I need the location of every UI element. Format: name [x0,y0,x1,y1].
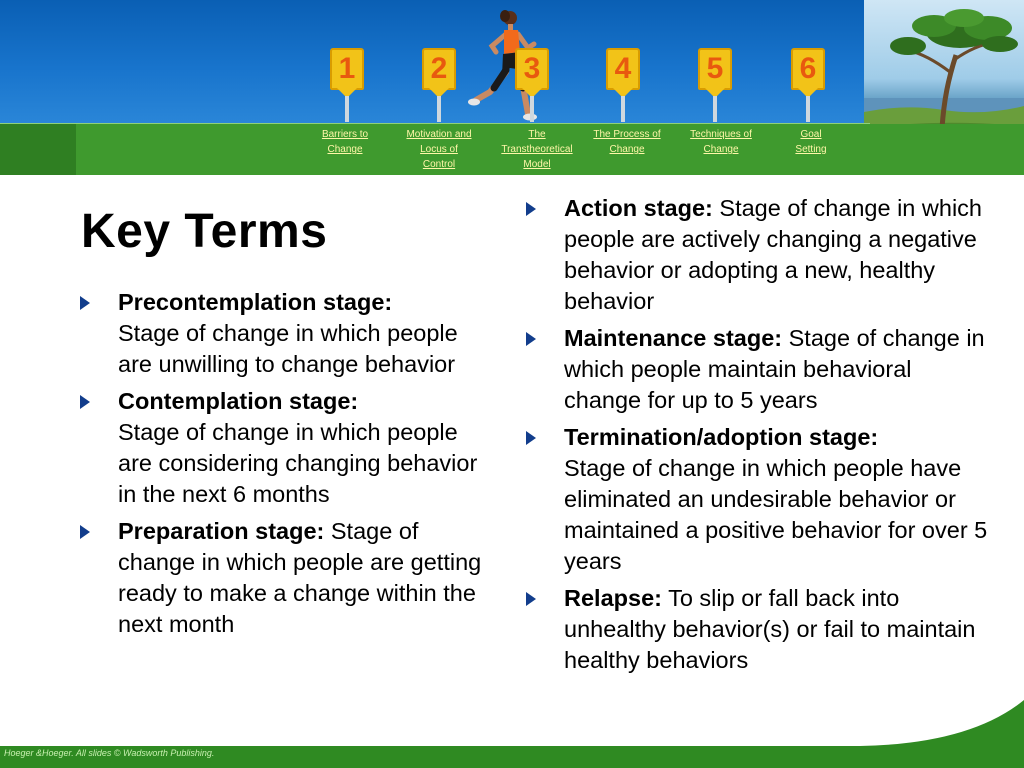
triangle-bullet-icon [526,332,536,346]
sign-pole [345,96,349,122]
band-left-block [0,124,76,175]
nav-link-line: Change [703,144,739,155]
nav-link-line: The [528,129,546,140]
term-definition: Stage of change in which people are considering changing behavior in the next 6 months [118,419,478,507]
term-item-preparation [78,516,498,640]
term-label: Precontemplation stage: [118,289,393,315]
step-marker-6 [791,48,825,122]
triangle-bullet-icon [526,431,536,445]
left-terms-list [78,287,498,646]
footer-credit: Hoeger &Hoeger. All slides © Wadsworth Publishing. [4,748,215,758]
step-marker-5 [698,48,732,122]
term-item-termination-adoption [524,422,994,577]
term-label: Termination/adoption stage: [564,424,879,450]
triangle-bullet-icon [526,592,536,606]
footer-swoosh [860,700,1024,750]
step-marker-4 [606,48,640,122]
right-terms-list [524,193,994,682]
sign-pole [437,96,441,122]
triangle-bullet-icon [80,525,90,539]
nav-link-barriers-to-change[interactable] [305,127,385,157]
term-item-maintenance [524,323,994,416]
term-label: Relapse: [564,585,662,611]
sign-pole [530,96,534,122]
triangle-bullet-icon [80,395,90,409]
nav-link-line: Goal [800,129,822,140]
nav-link-process-of-change[interactable] [587,127,667,157]
nav-link-line: Techniques of [690,129,752,140]
nav-link-line: Barriers to [321,129,369,140]
step-marker-1 [330,48,364,122]
triangle-bullet-icon [526,202,536,216]
sign-pole [806,96,810,122]
step-marker-3 [515,48,549,122]
nav-link-line: Transtheoretical [501,144,573,155]
term-item-contemplation [78,386,498,510]
term-item-relapse [524,583,994,676]
nav-link-line: Control [422,159,456,170]
nav-link-line: Motivation and [406,129,472,140]
nav-link-line: Change [609,144,645,155]
sign-pole [713,96,717,122]
step-number: 3 [515,48,549,90]
nav-link-motivation-locus-of-control[interactable] [399,127,479,172]
nav-link-line: Locus of [420,144,458,155]
sign-pole [621,96,625,122]
step-number: 6 [791,48,825,90]
term-label: Maintenance stage: [564,325,783,351]
nav-link-transtheoretical-model[interactable] [497,127,577,172]
nav-link-techniques-of-change[interactable] [681,127,761,157]
term-definition: Stage of change in which people are getting ready to make a change within the next month [118,518,482,637]
nav-link-line: Setting [795,144,827,155]
term-item-precontemplation [78,287,498,380]
slide-title: Key Terms [81,205,328,258]
nav-link-line: The Process of [593,129,661,140]
step-number: 4 [606,48,640,90]
nav-link-goal-setting[interactable] [771,127,851,157]
term-definition: Stage of change in which people are unwilling to change behavior [118,320,458,377]
nav-link-line: Model [523,159,551,170]
nav-link-line: Change [327,144,363,155]
step-number: 2 [422,48,456,90]
term-definition: Stage of change in which people maintain behavioral change for up to 5 years [564,325,985,413]
term-label: Action stage: [564,195,713,221]
step-number: 1 [330,48,364,90]
term-label: Contemplation stage: [118,388,359,414]
term-definition: Stage of change in which people have eliminated an undesirable behavior or maintained a positive behavior for over 5 years [564,455,988,574]
step-marker-2 [422,48,456,122]
triangle-bullet-icon [80,296,90,310]
term-definition: To slip or fall back into unhealthy behavior(s) or fail to maintain healthy behaviors [564,585,976,673]
term-label: Preparation stage: [118,518,325,544]
step-number: 5 [698,48,732,90]
term-definition: Stage of change in which people are actively changing a negative behavior or adopting a new, healthy behavior [564,195,982,314]
term-item-action [524,193,994,317]
